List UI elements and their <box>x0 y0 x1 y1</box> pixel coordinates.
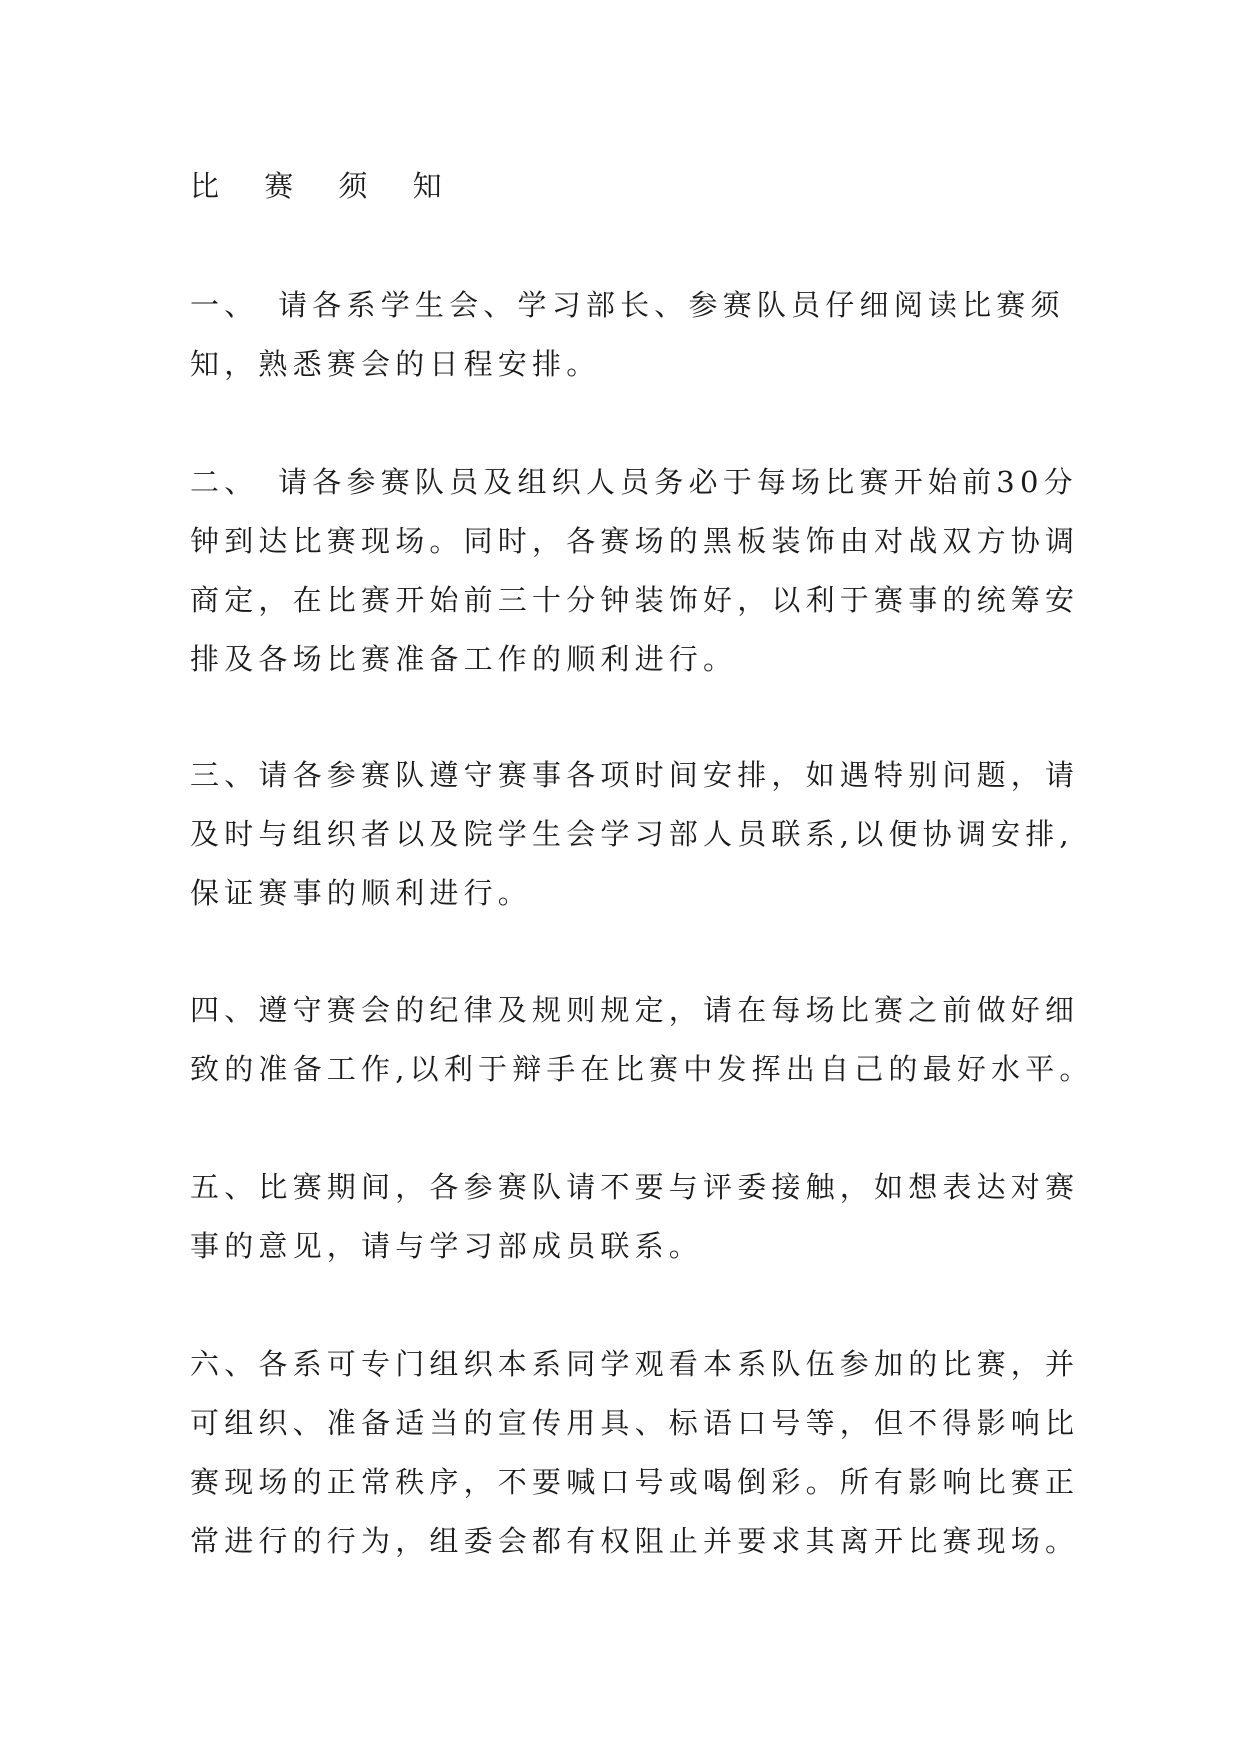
paragraph-line: 保证赛事的顺利进行。 <box>190 876 533 910</box>
paragraph-line: 商定，在比赛开始前三十分钟装饰好，以利于赛事的统筹安 <box>190 583 1080 617</box>
paragraph-line: 三、请各参赛队遵守赛事各项时间安排，如遇特别问题，请 <box>190 758 1080 792</box>
paragraph-line: 赛现场的正常秩序，不要喊口号或喝倒彩。所有影响比赛正 <box>190 1465 1080 1499</box>
paragraph-line: 五、比赛期间，各参赛队请不要与评委接触，如想表达对赛 <box>190 1170 1080 1204</box>
paragraph-2 <box>190 453 1080 689</box>
document-page <box>190 0 1094 1754</box>
paragraph-line: 四、遵守赛会的纪律及规则规定，请在每场比赛之前做好细 <box>190 993 1080 1027</box>
paragraph-line: 致的准备工作,以利于辩手在比赛中发挥出自己的最好水平。 <box>190 1052 1094 1086</box>
paragraph-line: 钟到达比赛现场。同时，各赛场的黑板装饰由对战双方协调 <box>190 524 1080 558</box>
paragraph-line: 可组织、准备适当的宣传用具、标语口号等，但不得影响比 <box>190 1406 1080 1440</box>
paragraph-1 <box>190 276 1070 394</box>
paragraph-line: 六、各系可专门组织本系同学观看本系队伍参加的比赛，并 <box>190 1347 1080 1381</box>
paragraph-3 <box>190 746 1080 923</box>
paragraph-line: 一、 请各系学生会、学习部长、参赛队员仔细阅读比赛须 <box>190 288 1065 322</box>
paragraph-line: 知，熟悉赛会的日程安排。 <box>190 347 601 381</box>
document-title: 比 赛 须 知 <box>190 169 460 203</box>
paragraph-6 <box>190 1335 1080 1571</box>
paragraph-line: 事的意见，请与学习部成员联系。 <box>190 1229 704 1263</box>
paragraph-line: 排及各场比赛准备工作的顺利进行。 <box>190 642 738 676</box>
paragraph-line: 及时与组织者以及院学生会学习部人员联系,以便协调安排, <box>190 817 1074 851</box>
paragraph-line: 二、 请各参赛队员及组织人员务必于每场比赛开始前30分 <box>190 465 1078 499</box>
paragraph-4 <box>190 981 1094 1099</box>
paragraph-line: 常进行的行为，组委会都有权阻止并要求其离开比赛现场。 <box>190 1524 1080 1558</box>
paragraph-5 <box>190 1158 1080 1276</box>
